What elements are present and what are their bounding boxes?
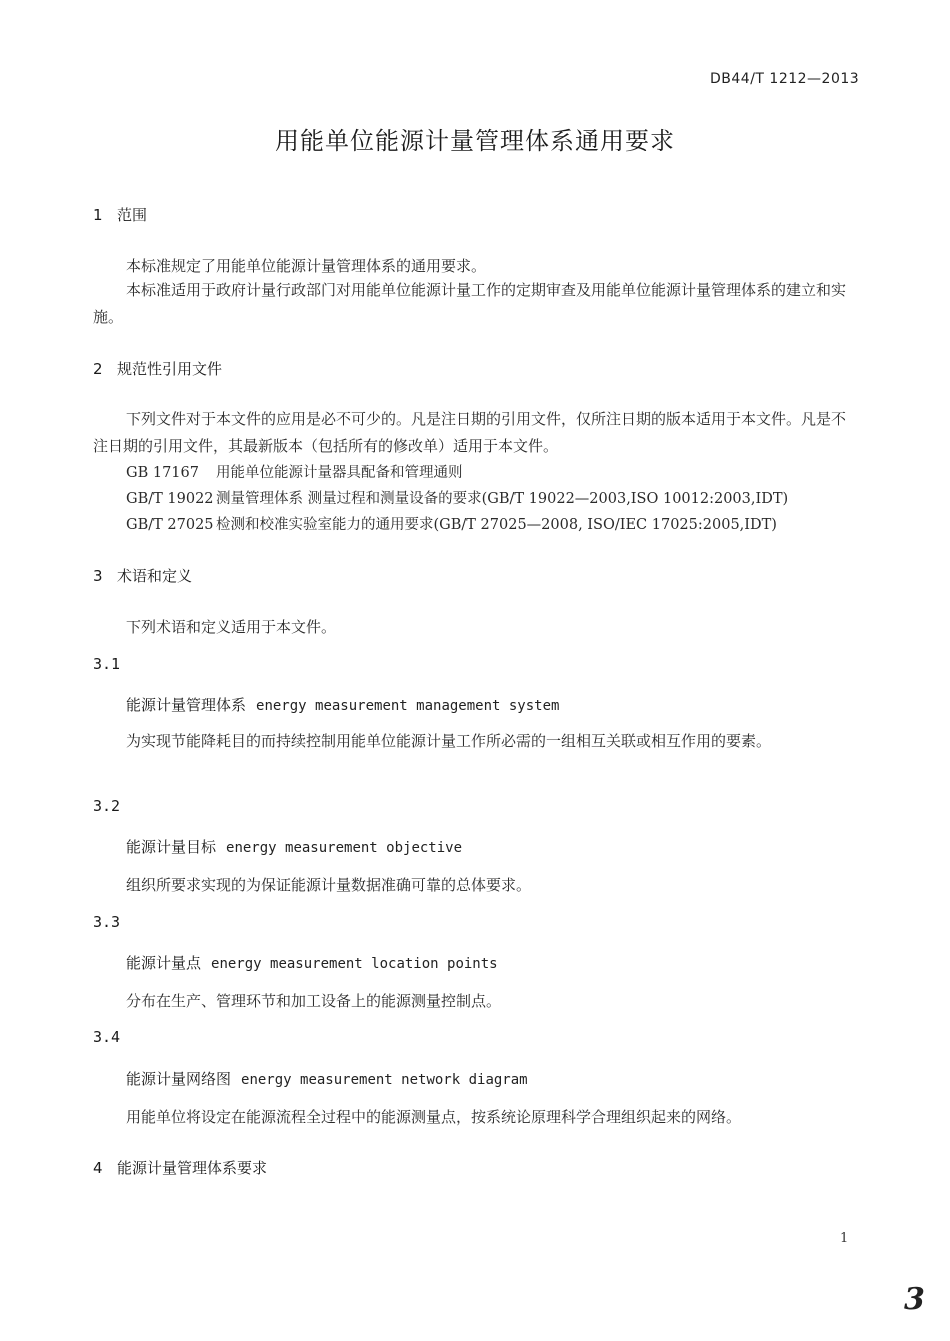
term-entry [126, 1068, 528, 1089]
section-title: 术语和定义 [117, 567, 193, 585]
section-3-heading [93, 565, 192, 586]
section-number: 3 [93, 567, 103, 585]
term-definition: 用能单位将设定在能源流程全过程中的能源测量点，按系统论原理科学合理组织起来的网络。 [126, 1108, 742, 1126]
reference-item [126, 487, 788, 508]
standard-code: DB44/T 1212—2013 [710, 71, 860, 87]
reference-text: 检测和校准实验室能力的通用要求(GB/T 27025—2008, ISO/IEC 17025:2005,IDT) [216, 517, 777, 533]
term-number: 3.2 [93, 797, 121, 815]
term-zh: 能源计量目标 [126, 838, 217, 856]
paragraph: 下列文件对于本文件的应用是必不可少的。凡是注日期的引用文件，仅所注日期的版本适用于本文件。凡是不注日期的引用文件，其最新版本（包括所有的修改单）适用于本文件。 [93, 410, 847, 455]
section-1-heading [93, 204, 147, 225]
term-zh: 能源计量管理体系 [126, 696, 247, 714]
term-en: energy measurement objective [226, 840, 463, 856]
section-number: 4 [93, 1159, 103, 1177]
term-definition: 为实现节能降耗目的而持续控制用能单位能源计量工作所必需的一组相互关联或相互作用的要素。 [126, 732, 772, 750]
section-title: 能源计量管理体系要求 [117, 1159, 268, 1177]
term-number: 3.1 [93, 655, 121, 673]
paragraph: 下列术语和定义适用于本文件。 [126, 618, 337, 636]
term-en: energy measurement location points [211, 956, 498, 972]
section-title: 范围 [117, 206, 148, 224]
section-4-heading [93, 1157, 267, 1178]
paragraph: 本标准规定了用能单位能源计量管理体系的通用要求。 [126, 257, 487, 275]
reference-text: 用能单位能源计量器具配备和管理通则 [216, 465, 463, 481]
term-zh: 能源计量点 [126, 954, 202, 972]
term-number: 3.3 [93, 913, 121, 931]
term-number: 3.4 [93, 1028, 121, 1046]
term-zh: 能源计量网络图 [126, 1070, 232, 1088]
corner-page-number: 3 [904, 1282, 925, 1317]
reference-item [126, 461, 463, 482]
page-number: 1 [840, 1231, 849, 1246]
section-number: 1 [93, 206, 103, 224]
term-entry [126, 952, 498, 973]
reference-text: 测量管理体系 测量过程和测量设备的要求(GB/T 19022—2003,ISO 10012:2003,IDT) [216, 491, 789, 507]
term-entry [126, 694, 559, 715]
section-2-heading [93, 358, 222, 379]
reference-code: GB 17167 [126, 465, 199, 481]
term-en: energy measurement management system [256, 698, 560, 714]
section-number: 2 [93, 360, 103, 378]
document-title: 用能单位能源计量管理体系通用要求 [275, 127, 675, 155]
reference-item [126, 513, 777, 534]
term-entry [126, 836, 462, 857]
reference-code: GB/T 27025 [126, 517, 214, 533]
term-en: energy measurement network diagram [241, 1072, 528, 1088]
term-definition: 分布在生产、管理环节和加工设备上的能源测量控制点。 [126, 992, 502, 1010]
term-definition: 组织所要求实现的为保证能源计量数据准确可靠的总体要求。 [126, 876, 532, 894]
reference-code: GB/T 19022 [126, 491, 214, 507]
section-title: 规范性引用文件 [117, 360, 223, 378]
paragraph: 本标准适用于政府计量行政部门对用能单位能源计量工作的定期审查及用能单位能源计量管理体系的建立和实施。 [93, 281, 847, 326]
